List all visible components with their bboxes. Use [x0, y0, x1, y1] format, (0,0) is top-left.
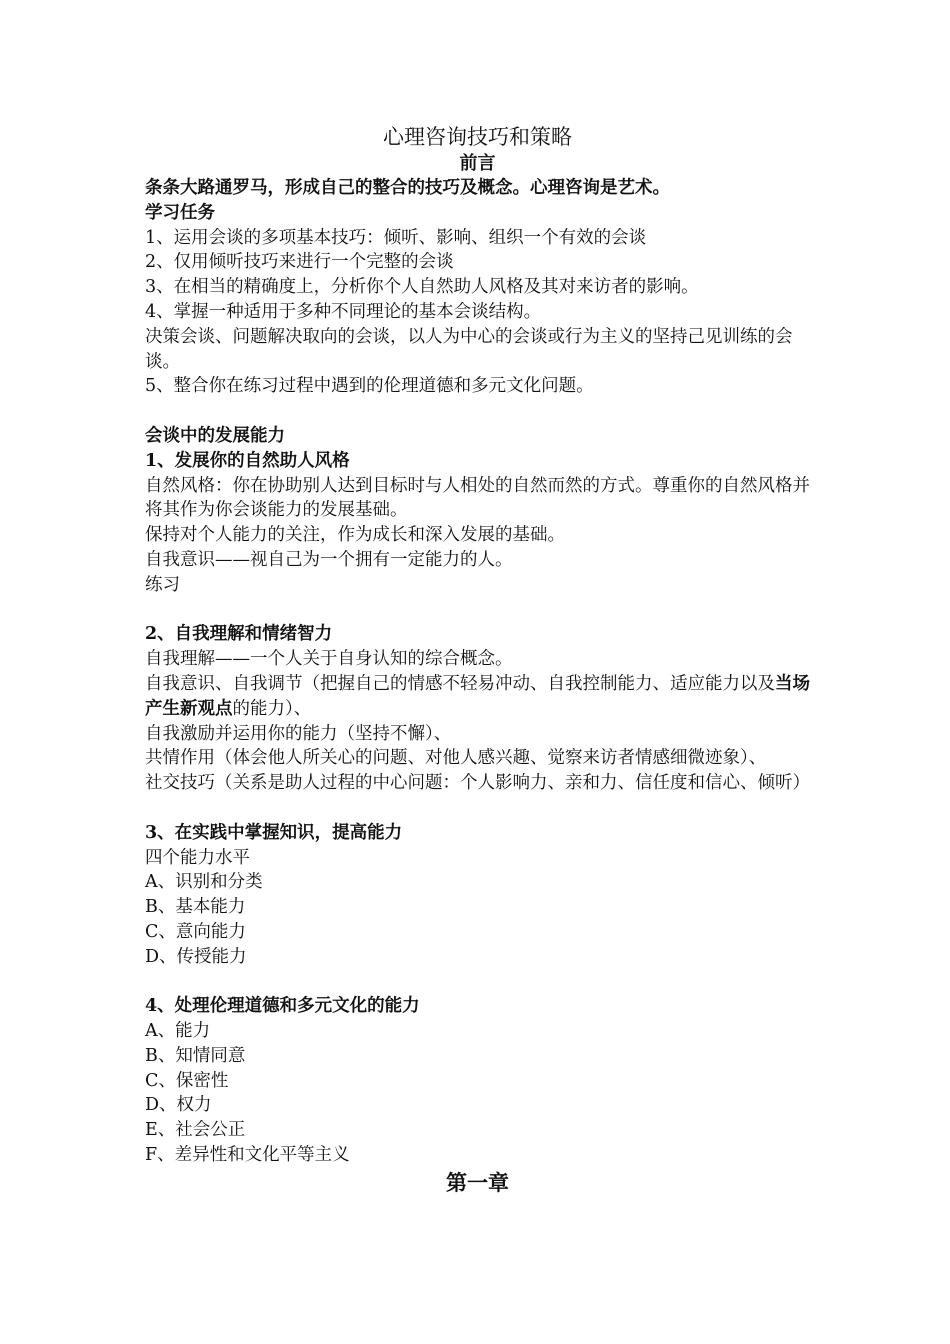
- spacer: [145, 796, 810, 821]
- paragraph: 自我意识——视自己为一个拥有一定能力的人。: [145, 549, 513, 570]
- list-item: C、意向能力: [145, 921, 246, 942]
- subsection-heading: 1、发展你的自然助人风格: [145, 450, 350, 471]
- paragraph: [145, 672, 810, 722]
- document-title: 心理咨询技巧和策略: [383, 125, 572, 149]
- paragraph-text: 自我意识、自我调节（把握自己的情感不轻易冲动、自我控制能力、适应能力以及: [145, 673, 775, 694]
- task-item: 2、仅用倾听技巧来进行一个完整的会谈: [145, 252, 454, 273]
- task-heading: 学习任务: [145, 202, 215, 223]
- spacer: [145, 399, 810, 424]
- subsection-heading: 3、在实践中掌握知识，提高能力: [145, 822, 403, 843]
- list-item: B、基本能力: [145, 897, 246, 918]
- list-item: 四个能力水平: [145, 847, 250, 868]
- paragraph: 共情作用（体会他人所关心的问题、对他人感兴趣、觉察来访者情感细微迹象）、: [145, 748, 767, 769]
- task-item: 3、在相当的精确度上，分析你个人自然助人风格及其对来访者的影响。: [145, 277, 699, 298]
- chapter-heading: 第一章: [446, 1169, 509, 1195]
- spacer: [145, 970, 810, 995]
- paragraph: 练习: [145, 574, 180, 595]
- paragraph: 保持对个人能力的关注，作为成长和深入发展的基础。: [145, 525, 565, 546]
- list-item: D、权力: [145, 1095, 212, 1116]
- list-item: E、社会公正: [145, 1120, 246, 1141]
- intro-text: 条条大路通罗马，形成自己的整合的技巧及概念。心理咨询是艺术。: [145, 178, 670, 198]
- paragraph: 自然风格：你在协助别人达到目标时与人相处的自然而然的方式。尊重你的自然风格并将其作为你会谈能力的发展基础。: [145, 475, 810, 521]
- list-item: D、传授能力: [145, 946, 247, 967]
- subsection-heading: 4、处理伦理道德和多元文化的能力: [145, 996, 420, 1017]
- emphasis-text: 当场产生新观点: [145, 673, 810, 719]
- paragraph-text: 的能力）、: [232, 698, 312, 719]
- list-item: F、差异性和文化平等主义: [145, 1145, 350, 1166]
- subsection-heading: 2、自我理解和情绪智力: [145, 624, 333, 645]
- task-item: 1、运用会谈的多项基本技巧：倾听、影响、组织一个有效的会谈: [145, 227, 647, 248]
- task-item: 4、掌握一种适用于多种不同理论的基本会谈结构。: [145, 301, 542, 322]
- paragraph: 自我激励并运用你的能力（坚持不懈）、: [145, 723, 452, 744]
- paragraph: 自我理解——一个人关于自身认知的综合概念。: [145, 649, 513, 670]
- preface-heading: 前言: [459, 153, 496, 174]
- section-heading: 会谈中的发展能力: [145, 425, 285, 446]
- task-item: 决策会谈、问题解决取向的会谈，以人为中心的会谈或行为主义的坚持己见训练的会谈。: [145, 326, 793, 372]
- list-item: B、知情同意: [145, 1045, 246, 1066]
- list-item: A、识别和分类: [145, 872, 263, 893]
- list-item: C、保密性: [145, 1070, 229, 1091]
- list-item: A、能力: [145, 1021, 211, 1042]
- paragraph: 社交技巧（关系是助人过程的中心问题：个人影响力、亲和力、信任度和信心、倾听）: [145, 773, 810, 794]
- spacer: [145, 598, 810, 623]
- task-item: 5、整合你在练习过程中遇到的伦理道德和多元文化问题。: [145, 376, 594, 397]
